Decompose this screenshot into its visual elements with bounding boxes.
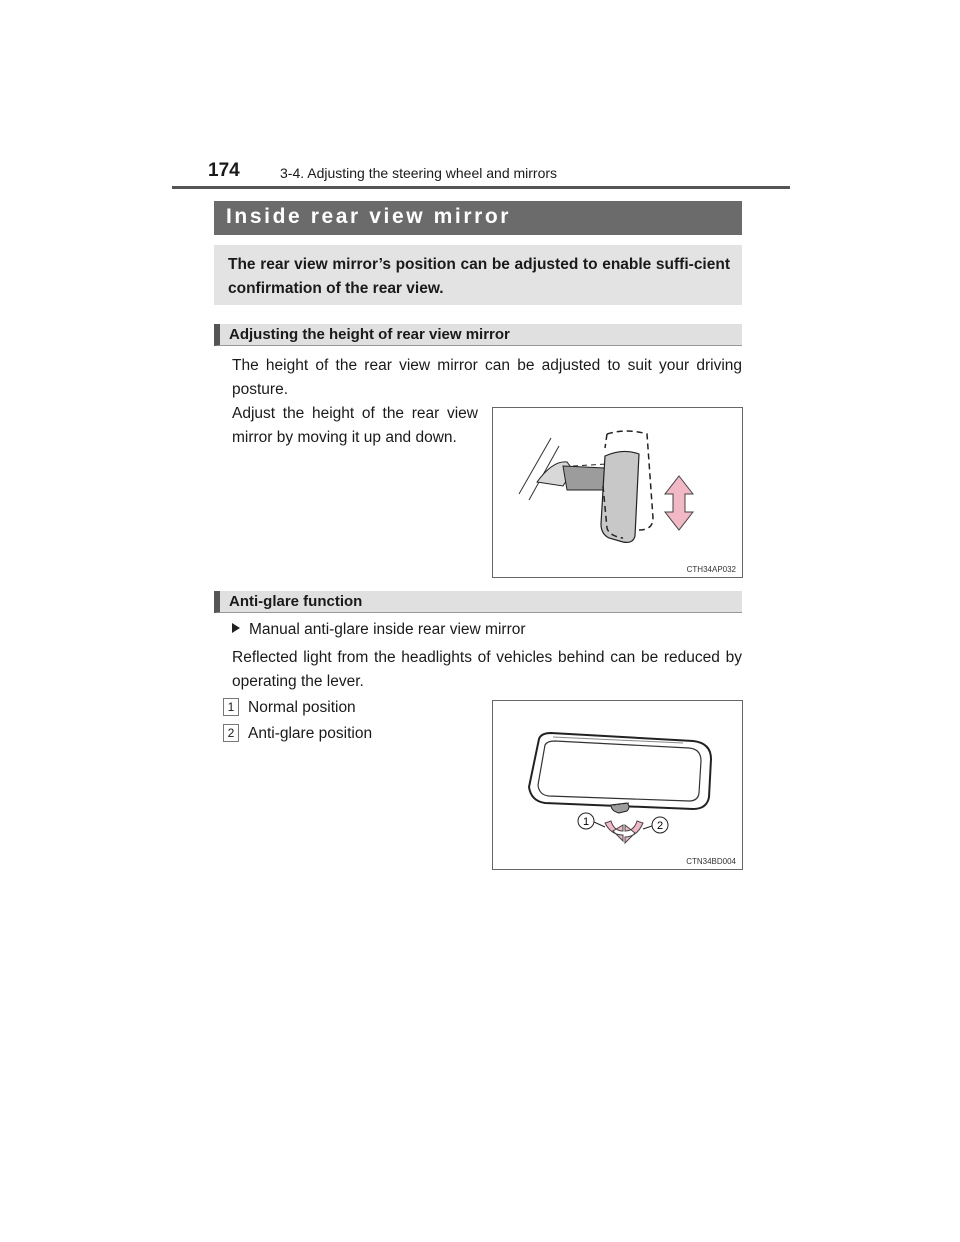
- page-number: 174: [208, 160, 240, 181]
- item-number: 2: [223, 724, 239, 742]
- header-rule: [172, 186, 790, 189]
- list-item: [223, 696, 483, 720]
- callout-2-label: 2: [656, 820, 664, 832]
- item-label: Normal position: [248, 699, 356, 716]
- mirror-height-figure: [492, 407, 743, 578]
- subheading-height: [214, 324, 742, 346]
- height-instruction: Adjust the height of the rear view mirror by moving it up and down.: [232, 405, 478, 446]
- subheading-antiglare-text: Anti-glare function: [229, 593, 363, 610]
- callout-1-label: 1: [582, 816, 590, 828]
- section-title-bar: [214, 201, 742, 235]
- mirror-height-illustration: [493, 408, 742, 577]
- item-number: 1: [223, 698, 239, 716]
- up-down-arrow-icon: [665, 476, 693, 530]
- intro-box: [214, 245, 742, 305]
- bullet-triangle-icon: [232, 623, 240, 633]
- antiglare-figure: [492, 700, 743, 870]
- intro-text: The rear view mirror’s position can be adjusted to enable suffi-cient confirmation of the rear view.: [228, 256, 730, 297]
- subheading-height-text: Adjusting the height of rear view mirror: [229, 326, 510, 343]
- height-paragraph: The height of the rear view mirror can be adjusted to suit your driving posture.: [232, 357, 742, 398]
- list-item: [223, 722, 483, 746]
- antiglare-bullet-text: Manual anti-glare inside rear view mirror: [249, 621, 526, 638]
- item-label: Anti-glare position: [248, 725, 373, 742]
- figure-code-1: CTH34AP032: [686, 565, 736, 574]
- section-path: 3-4. Adjusting the steering wheel and mirrors: [280, 165, 558, 181]
- antiglare-illustration: [493, 701, 742, 869]
- lever-rotate-arrow-icon: [605, 821, 643, 843]
- antiglare-paragraph: Reflected light from the headlights of vehicles behind can be reduced by operating the lever.: [232, 649, 742, 690]
- subheading-antiglare: [214, 591, 742, 613]
- figure-code-2: CTN34BD004: [686, 857, 736, 866]
- antiglare-bullet: [232, 621, 526, 639]
- section-title: Inside rear view mirror: [226, 205, 512, 228]
